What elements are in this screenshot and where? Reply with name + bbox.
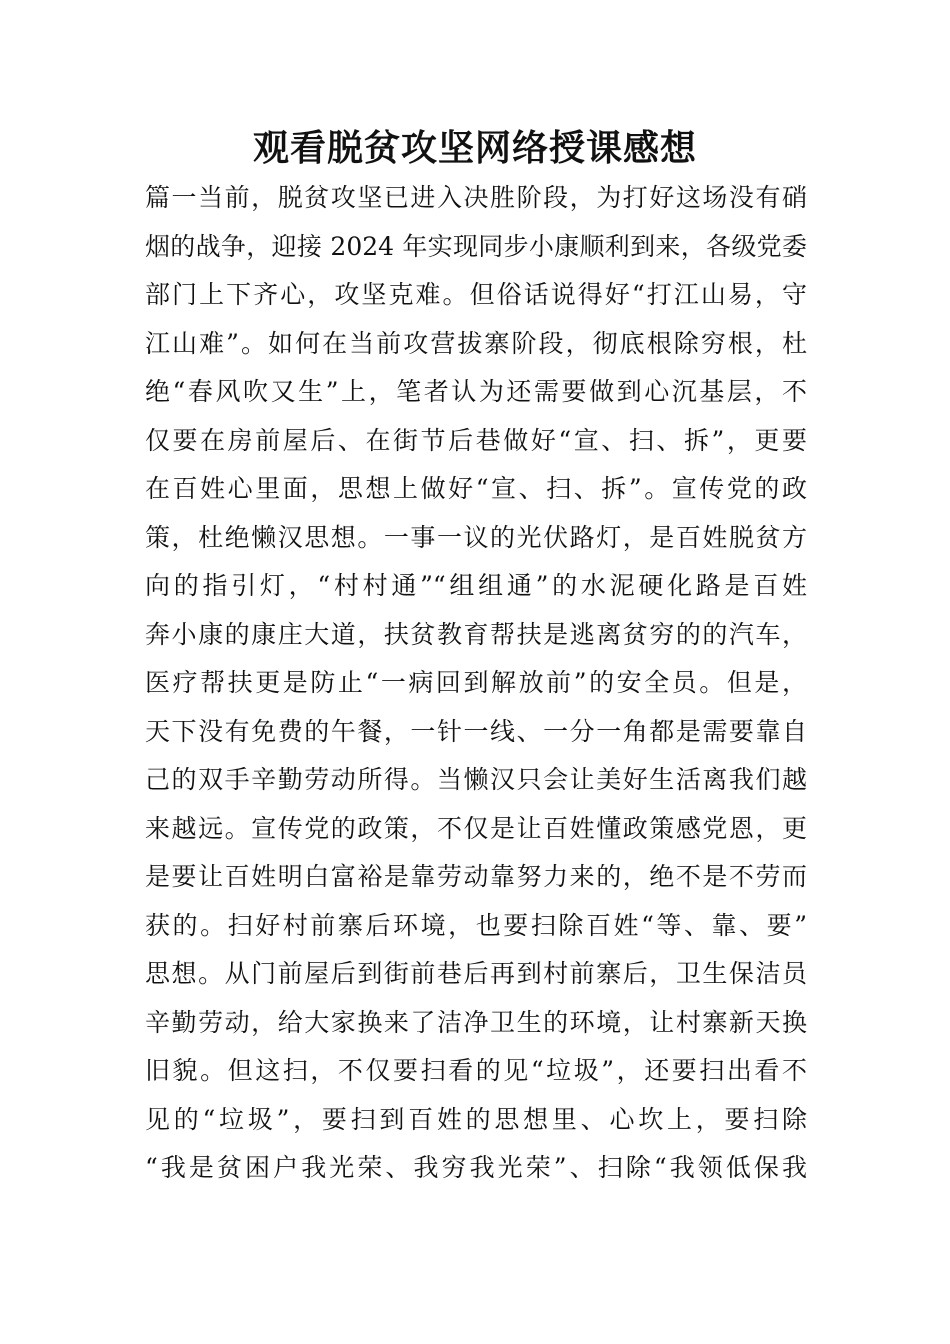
- body-line: “我是贫困户我光荣、我穷我光荣”、扫除“我领低保我: [145, 1153, 807, 1182]
- document-title: 观看脱贫攻坚网络授课感想: [252, 128, 697, 169]
- body-line: 部门上下齐心，攻坚克难。但俗话说得好“打江山易，守: [145, 280, 807, 309]
- body-line: 是要让百姓明白富裕是靠劳动靠努力来的，绝不是不劳而: [145, 862, 807, 891]
- body-line: 来越远。宣传党的政策，不仅是让百姓懂政策感党恩，更: [145, 813, 807, 843]
- body-line: 仅要在房前屋后、在街节后巷做好“宣、扫、拆”，更要: [145, 425, 807, 455]
- body-line: 奔小康的康庄大道，扶贫教育帮扶是逃离贫穷的的汽车，: [145, 619, 807, 649]
- body-line: 获的。扫好村前寨后环境，也要扫除百姓“等、靠、要”: [145, 910, 807, 940]
- body-line: 在百姓心里面，思想上做好“宣、扫、拆”。宣传党的政: [145, 474, 807, 503]
- body-line: 江山难”。如何在当前攻营拔寨阶段，彻底根除穷根，杜: [145, 328, 807, 358]
- body-line: 绝“春风吹又生”上，笔者认为还需要做到心沉基层，不: [145, 377, 807, 406]
- body-line: 辛勤劳动，给大家换来了洁净卫生的环境，让村寨新天换: [145, 1007, 807, 1037]
- document-body: [145, 174, 807, 1193]
- body-line: 见的“垃圾”，要扫到百姓的思想里、心坎上，要扫除: [145, 1104, 807, 1134]
- body-line: 烟的战争，迎接 2024 年实现同步小康顺利到来，各级党委: [145, 231, 807, 261]
- body-line: 策，杜绝懒汉思想。一事一议的光伏路灯，是百姓脱贫方: [145, 522, 807, 552]
- body-line: 向的指引灯，“村村通”“组组通”的水泥硬化路是百姓: [145, 571, 807, 600]
- body-line: 篇一当前，脱贫攻坚已进入决胜阶段，为打好这场没有硝: [145, 183, 807, 212]
- body-line: 旧貌。但这扫，不仅要扫看的见“垃圾”，还要扫出看不: [145, 1056, 807, 1085]
- body-line: 医疗帮扶更是防止“一病回到解放前”的安全员。但是，: [145, 668, 807, 697]
- body-line: 思想。从门前屋后到街前巷后再到村前寨后，卫生保洁员: [145, 959, 807, 988]
- body-line: 天下没有免费的午餐，一针一线、一分一角都是需要靠自: [145, 716, 807, 746]
- body-line: 己的双手辛勤劳动所得。当懒汉只会让美好生活离我们越: [145, 765, 807, 794]
